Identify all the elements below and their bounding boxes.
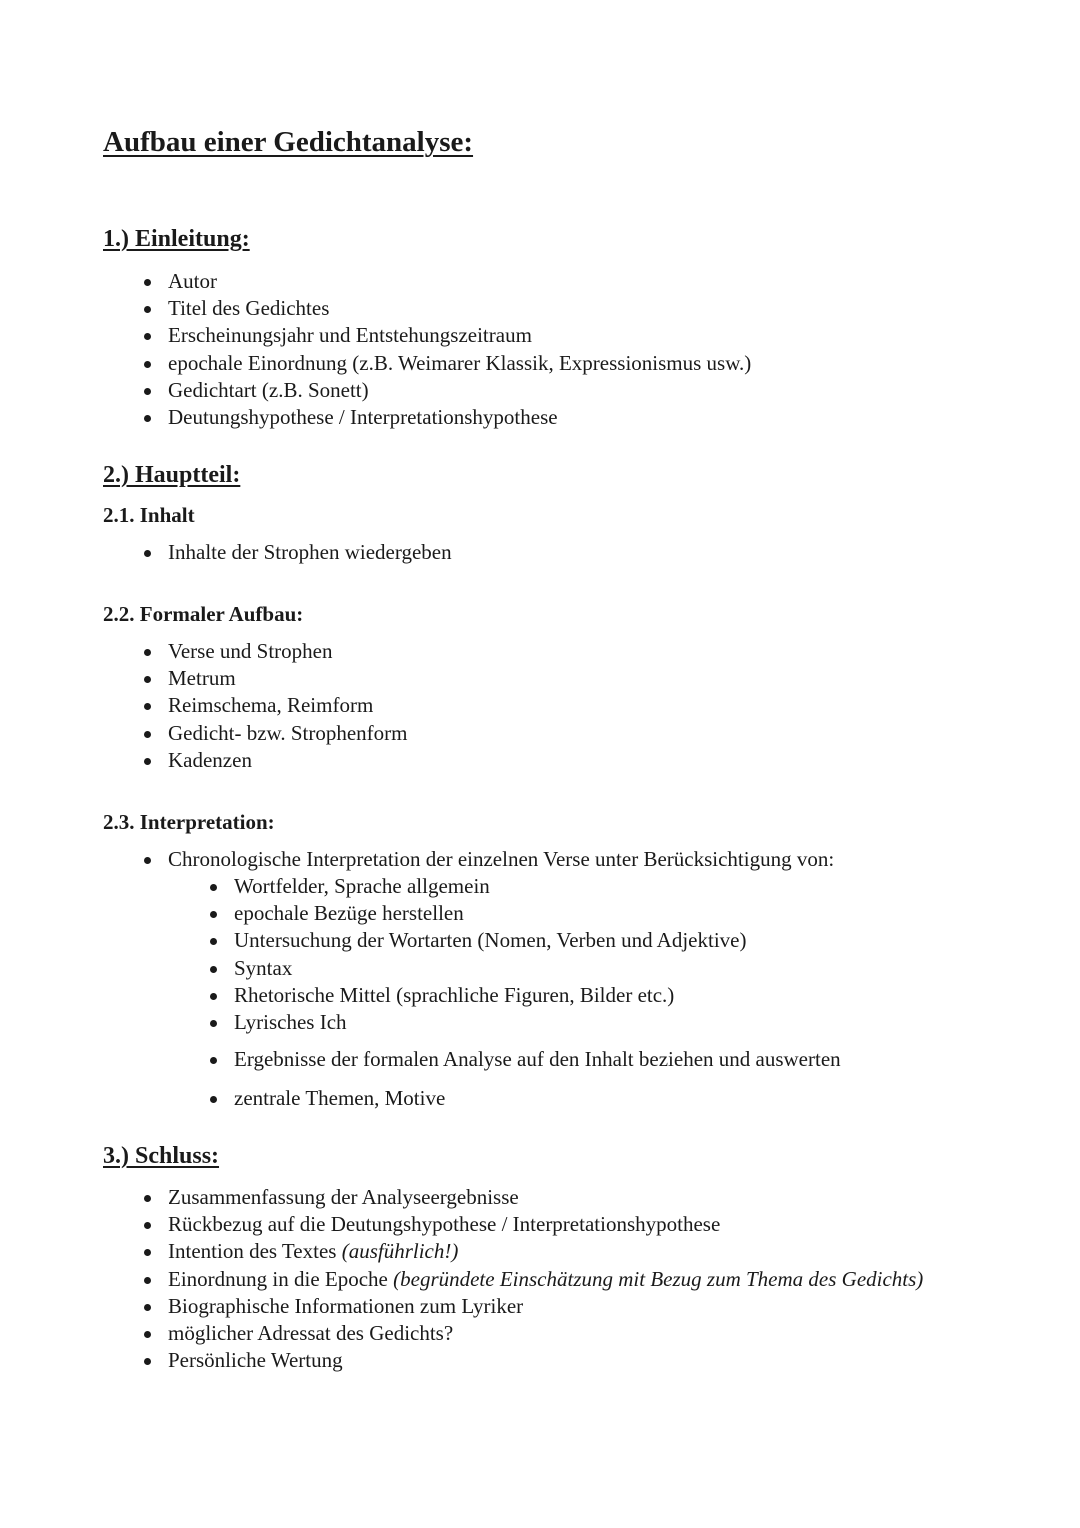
list-item: Kadenzen <box>168 747 408 774</box>
list-item: möglicher Adressat des Gedichts? <box>168 1320 923 1347</box>
list-item: zentrale Themen, Motive <box>234 1085 445 1112</box>
subheading-inhalt: 2.1. Inhalt <box>103 503 195 527</box>
section-heading-einleitung: 1.) Einleitung: <box>103 226 250 252</box>
list-item: Untersuchung der Wortarten (Nomen, Verben und Adjektive) <box>234 927 746 954</box>
list-item: Metrum <box>168 665 408 692</box>
list-item: Persönliche Wertung <box>168 1347 923 1374</box>
list-item: Reimschema, Reimform <box>168 692 408 719</box>
list-item: Lyrisches Ich <box>234 1009 746 1036</box>
list-item: Rhetorische Mittel (sprachliche Figuren, Bilder etc.) <box>234 982 746 1009</box>
einordnung-italic: (begründete Einschätzung mit Bezug zum Thema des Gedichts) <box>393 1266 924 1291</box>
list-item: Biographische Informationen zum Lyriker <box>168 1293 923 1320</box>
einordnung-text: Einordnung in die Epoche <box>168 1266 394 1291</box>
einleitung-list <box>168 268 751 431</box>
list-item: Ergebnisse der formalen Analyse auf den Inhalt beziehen und auswerten <box>234 1046 841 1073</box>
intention-italic: (ausführlich!) <box>341 1239 459 1264</box>
intention-text: Intention des Textes <box>168 1239 342 1264</box>
list-item: epochale Einordnung (z.B. Weimarer Klassik, Expressionismus usw.) <box>168 350 751 377</box>
list-item: Zusammenfassung der Analyseergebnisse <box>168 1184 923 1211</box>
interpretation-sub-list <box>234 873 746 1036</box>
list-item: Wortfelder, Sprache allgemein <box>234 873 746 900</box>
interpretation-list <box>168 846 834 873</box>
list-item-einordnung <box>168 1266 923 1293</box>
list-item: Deutungshypothese / Interpretationshypothese <box>168 404 751 431</box>
list-item: Gedicht- bzw. Strophenform <box>168 720 408 747</box>
list-item: Autor <box>168 268 751 295</box>
list-item: Rückbezug auf die Deutungshypothese / Interpretationshypothese <box>168 1211 923 1238</box>
list-item: Titel des Gedichtes <box>168 295 751 322</box>
page-title: Aufbau einer Gedichtanalyse: <box>103 126 474 158</box>
section-heading-hauptteil: 2.) Hauptteil: <box>103 462 241 488</box>
section-heading-schluss: 3.) Schluss: <box>103 1143 220 1169</box>
subheading-formaler-aufbau: 2.2. Formaler Aufbau: <box>103 602 304 626</box>
list-item: Syntax <box>234 955 746 982</box>
list-item: epochale Bezüge herstellen <box>234 900 746 927</box>
list-item: Erscheinungsjahr und Entstehungszeitraum <box>168 322 751 349</box>
list-item: Verse und Strophen <box>168 638 408 665</box>
schluss-list <box>168 1184 923 1374</box>
list-item: Inhalte der Strophen wiedergeben <box>168 539 452 566</box>
subheading-interpretation: 2.3. Interpretation: <box>103 810 275 834</box>
formal-list <box>168 638 408 774</box>
interpretation-extra-list-1 <box>234 1046 841 1073</box>
list-item: Chronologische Interpretation der einzelnen Verse unter Berücksichtigung von: <box>168 846 834 873</box>
list-item: Gedichtart (z.B. Sonett) <box>168 377 751 404</box>
list-item-intention <box>168 1238 923 1265</box>
interpretation-extra-list-2 <box>234 1085 445 1112</box>
inhalt-list <box>168 539 452 566</box>
